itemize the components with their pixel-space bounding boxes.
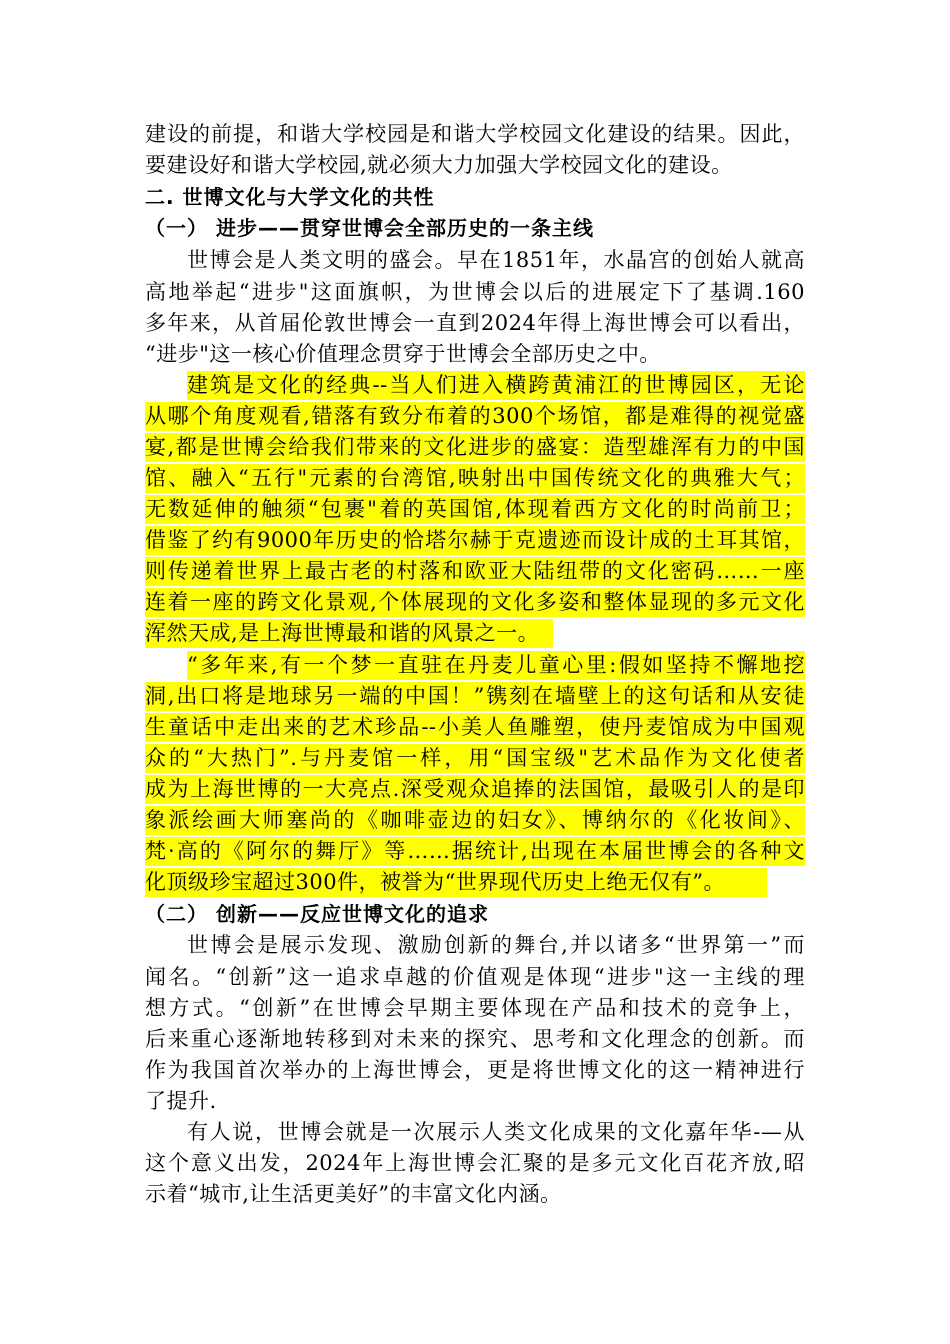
paragraph-line: 这个意义出发，2024年上海世博会汇聚的是多元文化百花齐放,昭	[145, 1151, 805, 1175]
paragraph-line: 作为我国首次举办的上海世博会，更是将世博文化的这一精神进行	[145, 1058, 805, 1082]
highlighted-line: 从哪个角度观看,错落有致分布着的300个场馆，都是难得的视觉盛	[145, 404, 805, 428]
paragraph-line: 建设的前提，和谐大学校园是和谐大学校园文化建设的结果。因此，	[145, 122, 805, 146]
highlighted-line: 化顶级珍宝超过300件，被誉为“世界现代历史上绝无仅有”。	[145, 870, 726, 894]
paragraph-line: 有人说，世博会就是一次展示人类文化成果的文化嘉年华-—从	[187, 1120, 805, 1144]
highlighted-line: 馆、融入“五行"元素的台湾馆,映射出中国传统文化的典雅大气；	[145, 466, 805, 490]
highlighted-line: 众的“大热门”.与丹麦馆一样，用“国宝级"艺术品作为文化使者	[145, 746, 805, 770]
highlighted-line: 梵·高的《阿尔的舞厅》等……据统计,出现在本届世博会的各种文	[145, 839, 805, 863]
highlighted-line: 无数延伸的触须“包裹"着的英国馆,体现着西方文化的时尚前卫；	[145, 497, 805, 521]
paragraph-line: 想方式。“创新”在世博会早期主要体现在产品和技术的竞争上，	[145, 996, 805, 1020]
paragraph-line: 要建设好和谐大学校园,就必须大力加强大学校园文化的建设。	[145, 153, 733, 177]
highlighted-line: 成为上海世博的一大亮点.深受观众追捧的法国馆，最吸引人的是印	[145, 777, 805, 801]
highlighted-line: 象派绘画大师塞尚的《咖啡壶边的妇女》、博纳尔的《化妆间》、	[145, 808, 805, 832]
sub-heading: （一） 进步——贯穿世博会全部历史的一条主线	[145, 216, 594, 240]
highlighted-line: “多年来,有一个梦一直驻在丹麦儿童心里:假如坚持不懈地挖	[187, 653, 805, 677]
paragraph-line: 了提升.	[145, 1089, 217, 1113]
highlighted-line: 洞,出口将是地球另一端的中国！”镌刻在墙壁上的这句话和从安徒	[145, 684, 805, 708]
paragraph-line: 高地举起“进步"这面旗帜，为世博会以后的进展定下了基调.160	[145, 280, 805, 304]
paragraph-line: 后来重心逐渐地转移到对未来的探究、思考和文化理念的创新。而	[145, 1027, 805, 1051]
paragraph-line: 闻名。“创新”这一追求卓越的价值观是体现“进步"这一主线的理	[145, 965, 805, 989]
highlighted-line: 借鉴了约有9000年历史的恰塔尔赫于克遗迹而设计成的土耳其馆，	[145, 528, 805, 552]
section-heading: 二. 世博文化与大学文化的共性	[145, 185, 435, 209]
highlighted-line: 则传递着世界上最古老的村落和欧亚大陆纽带的文化密码……一座	[145, 559, 805, 583]
paragraph-line: 世博会是展示发现、激励创新的舞台,并以诸多“世界第一”而	[187, 933, 805, 957]
highlighted-line: 建筑是文化的经典--当人们进入横跨黄浦江的世博园区，无论	[187, 373, 805, 397]
highlighted-line: 生童话中走出来的艺术珍品--小美人鱼雕塑，使丹麦馆成为中国观	[145, 715, 805, 739]
paragraph-line: “进步"这一核心价值理念贯穿于世博会全部历史之中。	[145, 342, 661, 366]
paragraph-line: 世博会是人类文明的盛会。早在1851年，水晶宫的创始人就高	[187, 248, 805, 272]
highlighted-line: 连着一座的跨文化景观,个体展现的文化多姿和整体显现的多元文化	[145, 590, 805, 614]
paragraph-line: 示着“城市,让生活更美好”的丰富文化内涵。	[145, 1182, 562, 1206]
highlighted-line: 浑然天成,是上海世博最和谐的风景之一。	[145, 621, 540, 645]
highlighted-line: 宴,都是世博会给我们带来的文化进步的盛宴：造型雄浑有力的中国	[145, 435, 805, 459]
sub-heading: （二） 创新——反应世博文化的追求	[145, 902, 489, 926]
paragraph-line: 多年来，从首届伦敦世博会一直到2024年得上海世博会可以看出，	[145, 311, 805, 335]
